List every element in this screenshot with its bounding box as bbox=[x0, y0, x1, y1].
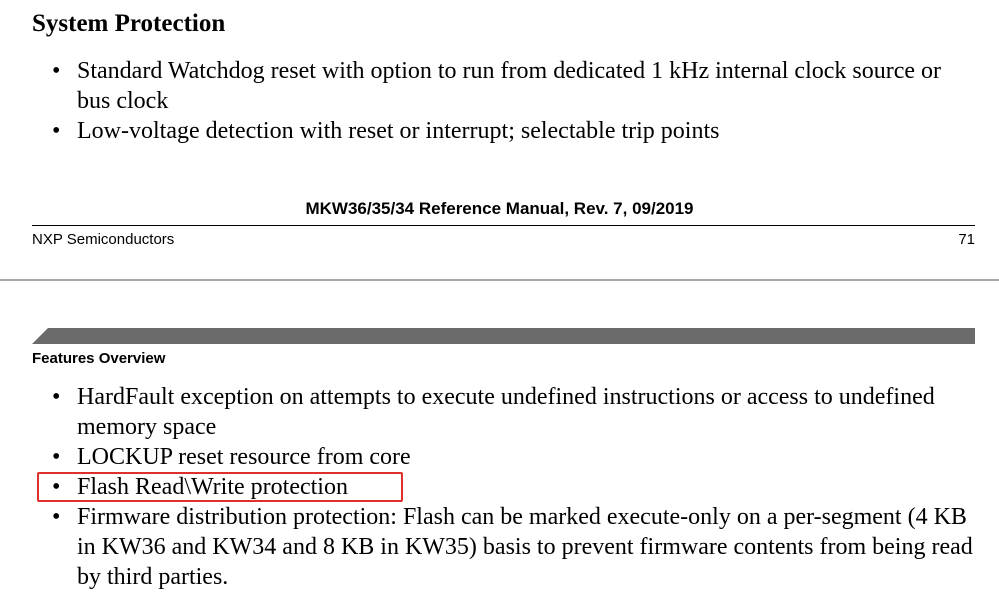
list-item-text: HardFault exception on attempts to execute undefined instructions or access to undefined memory space bbox=[77, 384, 935, 440]
header-band-shape bbox=[32, 328, 975, 344]
list-item-highlighted bbox=[0, 472, 977, 502]
list-item-text: Standard Watchdog reset with option to run from dedicated 1 kHz internal clock source or bus clock bbox=[77, 58, 942, 114]
page-header-band bbox=[32, 328, 975, 344]
list-item bbox=[0, 502, 977, 592]
list-item bbox=[0, 442, 977, 472]
list-item-text: Firmware distribution protection: Flash can be marked execute-only on a per-segment (4 KB in KW36 and KW34 and 8 KB in KW35) basis to prevent firmware contents from being read by third parties. bbox=[77, 504, 973, 590]
page-separator bbox=[0, 279, 999, 281]
bullet-icon: • bbox=[52, 474, 61, 500]
list-item-text: Low-voltage detection with reset or interrupt; selectable trip points bbox=[77, 118, 720, 144]
system-protection-list bbox=[0, 56, 977, 146]
footer-page-number: 71 bbox=[958, 231, 975, 248]
list-item bbox=[0, 56, 977, 116]
page-header-label: Features Overview bbox=[32, 350, 166, 367]
list-item-text: Flash Read\Write protection bbox=[77, 474, 348, 500]
bullet-icon: • bbox=[52, 118, 61, 144]
features-list bbox=[0, 382, 977, 592]
bullet-icon: • bbox=[52, 444, 61, 470]
bullet-icon: • bbox=[52, 58, 61, 84]
list-item bbox=[0, 116, 977, 146]
list-item-text: LOCKUP reset resource from core bbox=[77, 444, 411, 470]
footer-divider bbox=[32, 225, 975, 226]
list-item bbox=[0, 382, 977, 442]
bullet-icon: • bbox=[52, 504, 61, 530]
footer-company: NXP Semiconductors bbox=[32, 231, 175, 248]
section-heading-system-protection: System Protection bbox=[32, 10, 226, 37]
footer-manual-title: MKW36/35/34 Reference Manual, Rev. 7, 09/2019 bbox=[305, 199, 694, 218]
bullet-icon: • bbox=[52, 384, 61, 410]
